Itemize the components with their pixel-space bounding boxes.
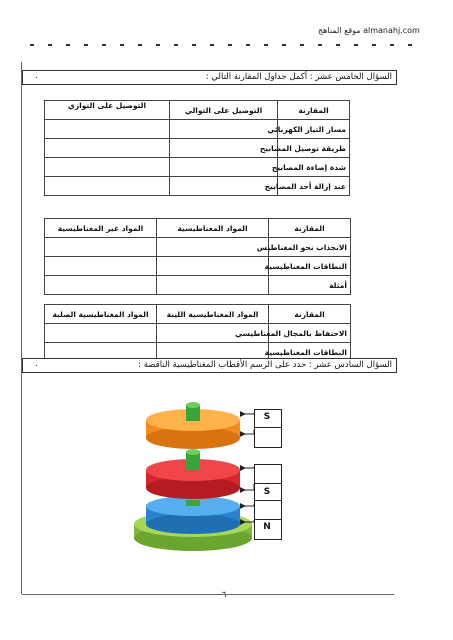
table-header-cell: المواد المغناطيسية الصلبة xyxy=(45,305,157,324)
row-label: النطاقات المغناطيسية xyxy=(269,257,351,276)
table-header-cell: التوصيل على التوالي xyxy=(170,101,278,120)
row-label: أمثلة xyxy=(269,276,351,295)
row-label: شدة إضاءة المصابيح xyxy=(278,158,350,177)
row-label: النطاقات المغناطيسية xyxy=(269,343,351,362)
page-frame-bottom xyxy=(22,594,394,595)
table-header-cell: التوصيل على التوازي xyxy=(45,101,170,120)
pole-label-s-middle: S xyxy=(263,487,271,497)
table-header-cell: المواد غير المغناطيسية xyxy=(45,219,157,238)
blue-ring-magnet xyxy=(146,496,240,534)
question-15-dot: . xyxy=(35,71,38,81)
row-label: الاحتفاظ بالمجال المغناطيسي xyxy=(269,324,351,343)
table-header-cell: المقارنة xyxy=(269,305,351,324)
row-label: طريقة توصيل المصابيح xyxy=(278,139,350,158)
table-header-cell: المواد المغناطيسية اللينة xyxy=(157,305,269,324)
site-watermark: موقع المناهج almanahj.com xyxy=(318,26,420,35)
red-ring-magnet xyxy=(146,449,240,499)
orange-ring-magnet xyxy=(146,402,240,449)
pole-label-n: N xyxy=(263,522,271,532)
pole-label-s-top: S xyxy=(263,412,271,422)
table-header-cell: المقارنة xyxy=(269,219,351,238)
row-label: مسار التيار الكهربائي xyxy=(278,120,350,139)
question-15-text: السؤال الخامس عشر : أكمل جداول المقارنة التالي : xyxy=(205,72,392,82)
pole-answer-box[interactable] xyxy=(254,500,282,521)
question-16-dot: . xyxy=(35,359,38,369)
pole-answer-box[interactable] xyxy=(254,427,282,448)
table-header-cell: المقارنة xyxy=(278,101,350,120)
row-label: عند إزالة أحد المصابيح xyxy=(278,177,350,196)
question-16-text: السؤال السادس عشر : حدد على الرسم الأقطاب المغناطيسية الناقصة : xyxy=(138,360,392,370)
row-label: الانجذاب نحو المغناطيس xyxy=(269,238,351,257)
pole-arrow-heads xyxy=(240,411,246,525)
pole-answer-box[interactable] xyxy=(254,464,282,485)
table-header-cell: المواد المغناطيسية xyxy=(157,219,269,238)
